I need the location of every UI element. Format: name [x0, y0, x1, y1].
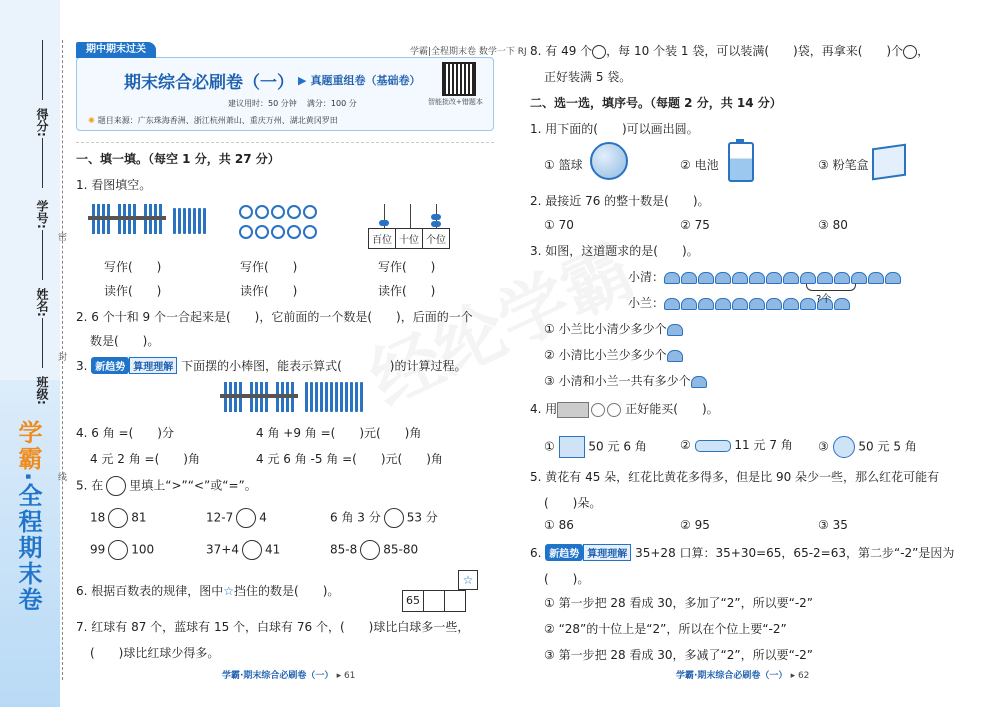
question-6	[76, 582, 339, 599]
q6-option-b[interactable]: ② “28”的十位上是“2”，所以在个位上要“-2”	[544, 622, 787, 636]
q5-text-b: 里填上“>”“<”或“=”。	[129, 478, 257, 493]
circle-icon	[106, 476, 126, 496]
ones-label: 个位	[426, 235, 446, 246]
q6-option-c[interactable]: ③ 第一步把 28 看成 30，多减了“2”，所以要“-2”	[544, 648, 814, 662]
q6-text-a: 6. 根据百数表的规律，图中	[76, 584, 224, 598]
page-number-62: 62	[797, 671, 810, 681]
cut-word-mi: 密	[58, 233, 68, 243]
compare-circle[interactable]	[360, 540, 380, 560]
qr-code-icon[interactable]	[442, 62, 476, 96]
xiaoqing-row	[628, 268, 902, 285]
cut-word-feng: 封	[58, 353, 68, 363]
hats-row-1	[664, 270, 902, 284]
compare-circle[interactable]	[242, 540, 262, 560]
name-line	[42, 318, 43, 368]
student-id-label: 学号:	[35, 200, 49, 229]
time-text: 建议用时：50 分钟	[228, 99, 297, 108]
q1-option-b[interactable]: ② 电池	[680, 158, 719, 172]
hidden-star-cell: ☆	[458, 570, 478, 590]
basketball-icon	[590, 142, 628, 180]
question-2-line2: 数是( )。	[90, 334, 160, 348]
q4-option-a[interactable]: ① 50 元 6 角	[544, 436, 647, 458]
choice-q6-line2: ( )。	[544, 572, 590, 586]
question-5	[76, 476, 257, 496]
student-id-line	[42, 230, 43, 280]
ball-icon	[833, 436, 855, 458]
stick-diagram	[222, 382, 365, 416]
compare-item-1: 18 81	[90, 508, 147, 528]
read-blank-3[interactable]: 读作( )	[378, 284, 436, 298]
grid-cell-65: 65	[403, 591, 424, 611]
class-label: 班级:	[35, 376, 49, 405]
choice-q2: 2. 最接近 76 的整十数是( )。	[530, 194, 710, 208]
left-footer-text: 学霸·期末综合必刷卷（一）	[222, 671, 334, 681]
hat-icon	[667, 324, 683, 336]
page-number-61: 61	[343, 671, 356, 681]
q4-option-b[interactable]: ② 11 元 7 角	[680, 438, 793, 452]
hundreds-label: 百位	[369, 229, 396, 248]
q2-option-c[interactable]: ③ 80	[818, 218, 848, 232]
q3-option-b[interactable]: ② 小清比小兰少多少个	[544, 346, 684, 363]
triangle-icon: ▶	[298, 74, 307, 87]
section-heading-1: 一、填一填。（每空 1 分，共 27 分）	[76, 152, 280, 166]
cut-word-xian: 线	[58, 473, 68, 483]
right-footer: 学霸·期末综合必刷卷（一） ▸ 62	[676, 671, 810, 681]
unknown-count-label: ?个	[816, 294, 832, 305]
lightbulb-icon: ✺	[88, 116, 95, 125]
subtitle	[298, 72, 420, 88]
apple-icon	[592, 45, 606, 59]
tens-label: 十位	[396, 229, 423, 248]
name-label: 姓名:	[35, 288, 49, 317]
coin-icon	[591, 403, 605, 417]
read-blank-2[interactable]: 读作( )	[240, 284, 298, 298]
hat-icon	[691, 376, 707, 388]
score-underline	[42, 138, 43, 188]
compare-item-6: 85-8 85-80	[330, 540, 418, 560]
score-line	[42, 40, 43, 100]
concept-badge: 算理理解	[129, 357, 177, 374]
q2-option-b[interactable]: ② 75	[680, 218, 710, 232]
header-tag: 期中期末过关	[76, 42, 156, 58]
battery-icon	[728, 142, 754, 182]
q6-text-b: 挡住的数是( )。	[234, 584, 340, 598]
question-4d: 4 元 6 角 -5 角 =( )元( )角	[256, 452, 443, 466]
compare-item-4: 99 100	[90, 540, 154, 560]
page-title: 期末综合必刷卷（一）	[124, 73, 294, 93]
question-4c: 4 元 2 角 =( )角	[90, 452, 200, 466]
compare-circle[interactable]	[236, 508, 256, 528]
q1-option-c[interactable]: ③ 粉笔盒	[818, 158, 869, 172]
q5-option-a[interactable]: ① 86	[544, 518, 574, 532]
write-blank-1[interactable]: 写作( )	[104, 260, 162, 274]
schoolbag-icon	[559, 436, 585, 458]
q6-option-a[interactable]: ① 第一步把 28 看成 30，多加了“2”，所以要“-2”	[544, 596, 814, 610]
q4-option-c[interactable]: ③ 50 元 5 角	[818, 436, 917, 458]
chalk-box-icon	[872, 144, 906, 181]
subtitle-text: 真题重组卷（基础卷）	[310, 74, 421, 87]
compare-item-3: 6 角 3 分 53 分	[330, 508, 438, 528]
new-trend-badge: 新趋势	[545, 544, 583, 561]
write-blank-3[interactable]: 写作( )	[378, 260, 436, 274]
binding-margin	[0, 0, 60, 707]
hat-icon	[667, 350, 683, 362]
q5-option-b[interactable]: ② 95	[680, 518, 710, 532]
banknote-icon	[557, 402, 589, 418]
q5-text-a: 5. 在	[76, 478, 104, 493]
question-2-line1: 2. 6 个十和 9 个一合起来是( )，它前面的一个数是( )，后面的一个	[76, 310, 473, 324]
q3-option-c[interactable]: ③ 小清和小兰一共有多少个	[544, 372, 708, 389]
question-3	[76, 357, 466, 374]
choice-q5-line2: ( )朵。	[544, 496, 602, 510]
q3-text: 下面摆的小棒图，能表示算式( )的计算过程。	[181, 359, 467, 373]
q3-option-a[interactable]: ① 小兰比小清少多少个	[544, 320, 684, 337]
xiaoqing-label: 小清：	[628, 270, 665, 284]
divider	[76, 142, 494, 143]
question-8-line2: 正好装满 5 袋。	[544, 70, 632, 84]
question-7-line1: 7. 红球有 87 个，蓝球有 15 个，白球有 76 个，( )球比白球多一些，	[76, 620, 470, 634]
section-heading-2: 二、选一选，填序号。（每题 2 分，共 14 分）	[530, 96, 782, 110]
airplane-icon	[695, 440, 731, 452]
choice-q3: 3. 如图，这道题求的是( )。	[530, 244, 699, 258]
write-blank-2[interactable]: 写作( )	[240, 260, 298, 274]
read-blank-1[interactable]: 读作( )	[104, 284, 162, 298]
source-text: 题目来源：广东珠海香洲、浙江杭州萧山、重庆万州、湖北黄冈罗田	[97, 116, 338, 125]
compare-circle[interactable]	[384, 508, 404, 528]
question-1: 1. 看图填空。	[76, 178, 152, 192]
score-text: 满分：100 分	[306, 99, 357, 108]
abacus-image	[368, 200, 452, 248]
new-trend-badge: 新趋势	[91, 357, 129, 374]
compare-item-5: 37+4 41	[206, 540, 280, 560]
source-note	[88, 115, 338, 126]
concept-badge: 算理理解	[583, 544, 631, 561]
question-4b: 4 角 +9 角 =( )元( )角	[256, 426, 422, 440]
question-7-line2: ( )球比红球少得多。	[90, 646, 220, 660]
right-footer-text: 学霸·期末综合必刷卷（一）	[676, 671, 788, 681]
time-info	[228, 98, 357, 109]
question-8: 8. 有 49 个 ，每 10 个装 1 袋，可以装满( )袋，再拿来( )个 ，	[530, 44, 930, 58]
compare-item-2: 12-7 4	[206, 508, 267, 528]
star-icon: ☆	[223, 584, 235, 598]
compare-circle[interactable]	[108, 540, 128, 560]
xiaolan-label: 小兰：	[628, 296, 665, 310]
score-field-label: 得分:	[35, 108, 49, 137]
left-footer: 学霸·期末综合必刷卷（一） ▸ 61	[222, 671, 356, 681]
q3-number: 3.	[76, 359, 88, 373]
series-label: 学霸|全程期末卷 数学一下 RJ	[410, 47, 527, 57]
compare-circle[interactable]	[108, 508, 128, 528]
coin-icon	[607, 403, 621, 417]
q5-option-c[interactable]: ③ 35	[818, 518, 848, 532]
stick-bundles-image	[90, 204, 208, 238]
choice-q6: 6. 新趋势 算理理解 35+28 口算：35+30=65，65-2=63，第二步“-2”是因为	[530, 546, 955, 560]
choice-q1: 1. 用下面的( )可以画出圆。	[530, 122, 699, 136]
apple-icon	[903, 45, 917, 59]
brand-logo: 学霸·全程期末卷	[14, 420, 42, 614]
rings-image	[238, 204, 322, 244]
q2-option-a[interactable]: ① 70	[544, 218, 574, 232]
qr-caption: 智能批改+错题本	[428, 98, 483, 106]
hundred-chart-fragment	[402, 570, 478, 614]
question-4a: 4. 6 角 =( )分	[76, 426, 174, 440]
q1-option-a[interactable]: ① 篮球	[544, 158, 583, 172]
choice-q4: 4. 用 正好能买( )。	[530, 402, 719, 416]
choice-q5-line1: 5. 黄花有 45 朵，红花比黄花多得多，但是比 90 朵少一些，那么红花可能有	[530, 470, 940, 484]
